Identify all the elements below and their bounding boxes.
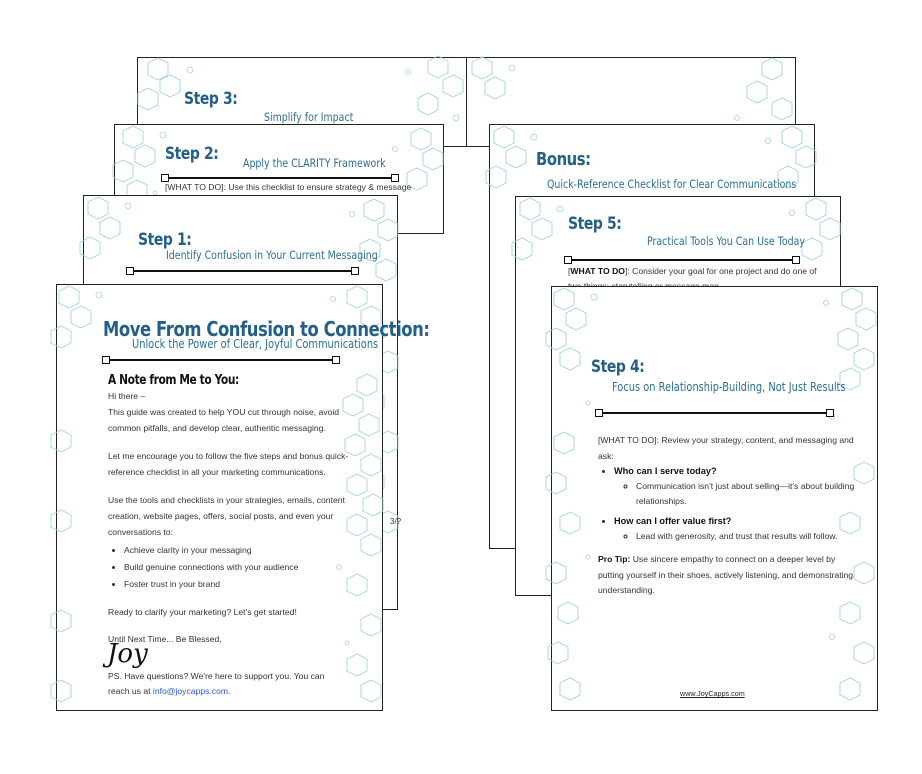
website-link[interactable]: www.JoyCapps.com	[680, 689, 745, 698]
cover-subtitle: Unlock the Power of Clear, Joyful Communications	[132, 337, 379, 351]
cover-divider	[106, 359, 336, 361]
step4-subtitle: Focus on Relationship-Building, Not Just Results	[612, 380, 846, 394]
step4-answer-2: ◦ Lead with generosity, and trust that results will follow.	[636, 529, 866, 544]
ps-end: .	[228, 686, 231, 696]
step4-q1-text: Who can I serve today?	[614, 466, 717, 476]
step1-fragment: 3/?	[390, 517, 402, 526]
step1-divider	[130, 270, 355, 272]
ps-text: PS. Have questions? We're here to support you. You can reach us at	[108, 671, 325, 696]
step4-page	[551, 286, 878, 711]
cover-body	[108, 388, 352, 647]
step5-body: [WHAT TO DO]: Consider your goal for one project and do one of	[568, 264, 838, 294]
paragraph-3: Use the tools and checklists in your strategies, emails, content creation, website pages, offers, social posts, and even your conversations to:	[108, 495, 345, 537]
greeting: Hi there –	[108, 391, 146, 401]
note-heading: A Note from Me to You:	[108, 373, 239, 388]
step4-divider	[599, 412, 830, 414]
step2-title: Step 2:	[165, 144, 219, 164]
step4-question-1	[614, 463, 866, 509]
step1-title: Step 1:	[138, 230, 192, 250]
step4-title: Step 4:	[591, 357, 645, 377]
step5-body-label: WHAT TO DO	[570, 266, 625, 276]
step4-questions	[598, 463, 866, 544]
step4-q2-text: How can I offer value first?	[614, 516, 732, 526]
step1-subtitle: Identify Confusion in Your Current Messaging	[166, 248, 378, 262]
ps-line	[108, 669, 348, 699]
step5-subtitle: Practical Tools You Can Use Today	[647, 234, 805, 248]
step4-pro-tip	[598, 552, 862, 599]
step4-question-2	[614, 513, 866, 544]
bullet-2: • Build genuine connections with your audience	[124, 559, 352, 576]
step3-subtitle: Simplify for Impact	[264, 110, 354, 124]
cover-title: Move From Confusion to Connection:	[103, 317, 430, 341]
paragraph-1: This guide was created to help YOU cut through noise, avoid common pitfalls, and develop clear, authentic messaging.	[108, 407, 340, 433]
step4-answer-1: ◦ Communication isn't just about selling—it's about building relationships.	[636, 479, 866, 509]
bonus-subtitle: Quick-Reference Checklist for Clear Communications	[547, 177, 797, 191]
email-link[interactable]: info@joycapps.com	[152, 686, 229, 696]
cover-page	[56, 284, 430, 711]
step4-intro: [WHAT TO DO]: Review your strategy, content, and messaging and ask:	[598, 435, 854, 461]
signature: Joy	[107, 639, 148, 669]
bonus-title: Bonus:	[536, 149, 591, 170]
step2-subtitle: Apply the CLARITY Framework	[243, 156, 386, 170]
step2-body: [WHAT TO DO]: Use this checklist to ensure strategy & message	[165, 182, 412, 192]
step5-body-text: : Consider your goal for one project and do one of	[627, 266, 817, 276]
step3-title: Step 3:	[184, 89, 238, 109]
ready-line: Ready to clarify your marketing? Let's get started!	[108, 607, 297, 617]
paragraph-2: Let me encourage you to follow the five steps and bonus quick-reference checklist in all your marketing communications.	[108, 451, 349, 477]
step4-tip-label: Pro Tip:	[598, 554, 631, 564]
step5-divider	[568, 259, 796, 261]
bullet-3: • Foster trust in your brand	[124, 576, 352, 593]
closing-line: Until Next Time... Be Blessed,	[108, 634, 222, 644]
step4-tip-text: Use sincere empathy to connect on a deeper level by putting yourself in their shoes, actively listening, and demonstrating understanding.	[598, 554, 854, 595]
step5-title: Step 5:	[568, 214, 622, 234]
bullet-1: • Achieve clarity in your messaging	[124, 542, 352, 559]
